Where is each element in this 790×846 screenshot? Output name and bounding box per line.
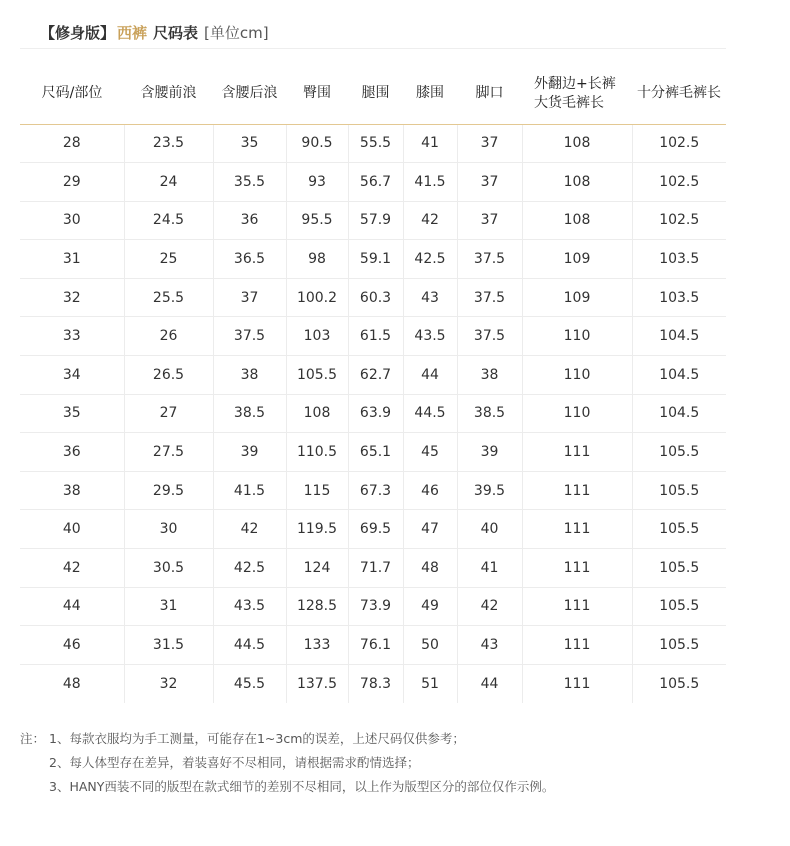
column-header-text: 腿围 (361, 85, 390, 102)
note-line (20, 727, 554, 751)
measurement-cell: 137.5 (286, 664, 348, 703)
size-cell: 40 (20, 510, 124, 549)
table-row (20, 549, 726, 588)
measurement-cell: 111 (522, 433, 632, 472)
table-row (20, 163, 726, 202)
measurement-cell: 103 (286, 317, 348, 356)
measurement-cell: 48 (403, 549, 457, 588)
column-header-text: 含腰前浪 (140, 85, 197, 102)
note-text: 1、每款衣服均为手工测量，可能存在1~3cm的误差，上述尺码仅供参考； (49, 731, 465, 746)
measurement-cell: 110.5 (286, 433, 348, 472)
measurement-cell: 51 (403, 664, 457, 703)
measurement-cell: 37.5 (457, 278, 522, 317)
measurement-cell: 102.5 (632, 124, 726, 163)
measurement-cell: 30 (124, 510, 213, 549)
measurement-cell: 50 (403, 626, 457, 665)
measurement-cell: 110 (522, 356, 632, 395)
column-header (457, 64, 522, 124)
measurement-cell: 25 (124, 240, 213, 279)
table-row (20, 394, 726, 433)
table-row (20, 587, 726, 626)
measurement-cell: 45 (403, 433, 457, 472)
measurement-cell: 133 (286, 626, 348, 665)
column-header (20, 64, 124, 124)
title-divider (20, 48, 726, 49)
size-cell: 29 (20, 163, 124, 202)
measurement-cell: 38 (213, 356, 286, 395)
measurement-cell: 105.5 (632, 549, 726, 588)
measurement-cell: 23.5 (124, 124, 213, 163)
measurement-cell: 111 (522, 664, 632, 703)
measurement-cell: 93 (286, 163, 348, 202)
size-cell: 34 (20, 356, 124, 395)
table-row (20, 317, 726, 356)
table-row (20, 433, 726, 472)
table-row (20, 201, 726, 240)
measurement-cell: 111 (522, 471, 632, 510)
measurement-cell: 42 (457, 587, 522, 626)
measurement-cell: 105.5 (632, 433, 726, 472)
measurement-cell: 41 (403, 124, 457, 163)
column-header-text: 十分裤毛裤长 (637, 85, 721, 102)
measurement-cell: 39 (213, 433, 286, 472)
measurement-cell: 108 (522, 201, 632, 240)
notes-prefix: 注： (20, 731, 46, 746)
measurement-cell: 105.5 (632, 510, 726, 549)
measurement-cell: 108 (522, 124, 632, 163)
chart-title: 尺码表 (153, 23, 199, 42)
measurement-cell: 110 (522, 317, 632, 356)
page-title (40, 20, 269, 44)
note-line (20, 751, 554, 775)
measurement-cell: 40 (457, 510, 522, 549)
measurement-cell: 102.5 (632, 163, 726, 202)
measurement-cell: 109 (522, 240, 632, 279)
measurement-cell: 37 (457, 163, 522, 202)
measurement-cell: 65.1 (348, 433, 403, 472)
measurement-cell: 47 (403, 510, 457, 549)
measurement-cell: 37 (457, 124, 522, 163)
size-cell: 42 (20, 549, 124, 588)
measurement-cell: 26 (124, 317, 213, 356)
measurement-cell: 42.5 (403, 240, 457, 279)
column-header (403, 64, 457, 124)
measurement-cell: 41.5 (213, 471, 286, 510)
measurement-cell: 37 (213, 278, 286, 317)
size-table (20, 64, 726, 703)
size-cell: 48 (62, 675, 81, 692)
table-row (20, 240, 726, 279)
measurement-cell: 24 (124, 163, 213, 202)
measurement-cell: 90.5 (286, 124, 348, 163)
measurement-cell: 44 (457, 664, 522, 703)
table-row (20, 664, 726, 703)
size-cell: 46 (20, 626, 124, 665)
measurement-cell: 108 (522, 163, 632, 202)
measurement-cell: 26.5 (124, 356, 213, 395)
measurement-cell: 104.5 (632, 394, 726, 433)
column-header-text: 脚口 (475, 85, 504, 102)
size-cell: 35 (20, 394, 124, 433)
measurement-cell: 37.5 (457, 240, 522, 279)
measurement-cell: 43.5 (213, 587, 286, 626)
note-text: 2、每人体型存在差异，着装喜好不尽相同，请根据需求酌情选择； (49, 755, 420, 770)
measurement-cell: 39.5 (457, 471, 522, 510)
measurement-cell: 30.5 (124, 549, 213, 588)
measurement-cell: 111 (522, 510, 632, 549)
measurement-cell: 105.5 (632, 626, 726, 665)
measurement-cell: 98 (286, 240, 348, 279)
table-row (20, 626, 726, 665)
measurement-cell: 124 (286, 549, 348, 588)
measurement-cell: 105.5 (632, 664, 726, 703)
measurement-cell: 78.3 (348, 664, 403, 703)
measurement-cell: 111 (522, 549, 632, 588)
column-header (124, 64, 213, 124)
size-cell: 44 (20, 587, 124, 626)
measurement-cell: 43.5 (403, 317, 457, 356)
measurement-cell: 38.5 (213, 394, 286, 433)
measurement-cell: 44 (403, 356, 457, 395)
column-header (348, 64, 403, 124)
measurement-cell: 45.5 (213, 664, 286, 703)
measurement-cell: 103.5 (632, 240, 726, 279)
size-cell: 36 (20, 433, 124, 472)
measurement-cell: 95.5 (286, 201, 348, 240)
measurement-cell: 111 (522, 626, 632, 665)
measurement-cell: 31 (124, 587, 213, 626)
measurement-cell: 37.5 (457, 317, 522, 356)
table-row (20, 510, 726, 549)
measurement-cell: 37 (457, 201, 522, 240)
measurement-cell: 108 (286, 394, 348, 433)
table-row (20, 471, 726, 510)
table-row (20, 278, 726, 317)
column-header (632, 64, 726, 124)
measurement-cell: 41 (457, 549, 522, 588)
measurement-cell: 67.3 (348, 471, 403, 510)
measurement-cell: 57.9 (348, 201, 403, 240)
table-row (20, 124, 726, 163)
measurement-cell: 42 (213, 510, 286, 549)
notes (20, 727, 554, 799)
measurement-cell: 76.1 (348, 626, 403, 665)
measurement-cell: 24.5 (124, 201, 213, 240)
measurement-cell: 38.5 (457, 394, 522, 433)
column-header-text: 大货毛裤长 (534, 94, 604, 111)
measurement-cell: 41.5 (403, 163, 457, 202)
measurement-cell: 35.5 (213, 163, 286, 202)
unit-label: [单位cm] (204, 23, 269, 42)
column-header (522, 64, 632, 124)
size-cell: 28 (20, 124, 124, 163)
measurement-cell: 103.5 (632, 278, 726, 317)
note-text: 3、HANY西装不同的版型在款式细节的差别不尽相同，以上作为版型区分的部位仅作示例。 (49, 779, 555, 794)
size-cell: 31 (20, 240, 124, 279)
table-body (20, 124, 726, 703)
size-cell: 30 (20, 201, 124, 240)
measurement-cell: 29.5 (124, 471, 213, 510)
column-header (213, 64, 286, 124)
measurement-cell: 61.5 (348, 317, 403, 356)
measurement-cell: 100.2 (286, 278, 348, 317)
measurement-cell: 59.1 (348, 240, 403, 279)
measurement-cell: 49 (403, 587, 457, 626)
measurement-cell: 105.5 (632, 587, 726, 626)
measurement-cell: 128.5 (286, 587, 348, 626)
measurement-cell: 69.5 (348, 510, 403, 549)
measurement-cell: 42.5 (213, 549, 286, 588)
measurement-cell: 35 (213, 124, 286, 163)
measurement-cell: 73.9 (348, 587, 403, 626)
size-cell: 38 (20, 471, 124, 510)
measurement-cell: 102.5 (632, 201, 726, 240)
column-header-text: 尺码/部位 (41, 85, 103, 102)
measurement-cell: 104.5 (632, 317, 726, 356)
measurement-cell: 31.5 (124, 626, 213, 665)
measurement-cell: 71.7 (348, 549, 403, 588)
measurement-cell: 27 (124, 394, 213, 433)
measurement-cell: 55.5 (348, 124, 403, 163)
size-cell: 33 (20, 317, 124, 356)
measurement-cell: 109 (522, 278, 632, 317)
measurement-cell: 44.5 (403, 394, 457, 433)
measurement-cell: 25.5 (124, 278, 213, 317)
measurement-cell: 111 (522, 587, 632, 626)
product-label: 西裤 (117, 23, 148, 42)
table-row (20, 356, 726, 395)
measurement-cell: 115 (286, 471, 348, 510)
measurement-cell: 63.9 (348, 394, 403, 433)
measurement-cell: 119.5 (286, 510, 348, 549)
measurement-cell: 105.5 (632, 471, 726, 510)
column-header-text: 外翻边+长裤 (534, 75, 616, 92)
measurement-cell: 27.5 (124, 433, 213, 472)
table-header-row (20, 64, 726, 124)
measurement-cell: 62.7 (348, 356, 403, 395)
column-header-text: 膝围 (416, 85, 444, 102)
measurement-cell: 38 (457, 356, 522, 395)
measurement-cell: 44.5 (213, 626, 286, 665)
measurement-cell: 37.5 (213, 317, 286, 356)
measurement-cell: 60.3 (348, 278, 403, 317)
measurement-cell: 104.5 (632, 356, 726, 395)
measurement-cell: 105.5 (286, 356, 348, 395)
column-header-text: 含腰后浪 (221, 85, 278, 102)
measurement-cell: 46 (403, 471, 457, 510)
measurement-cell: 36 (213, 201, 286, 240)
measurement-cell: 43 (403, 278, 457, 317)
column-header (286, 64, 348, 124)
note-line (20, 775, 554, 799)
measurement-cell: 56.7 (348, 163, 403, 202)
measurement-cell: 43 (457, 626, 522, 665)
measurement-cell: 42 (403, 201, 457, 240)
size-cell: 32 (20, 278, 124, 317)
edition-label: 【修身版】 (40, 23, 116, 42)
measurement-cell: 32 (124, 664, 213, 703)
measurement-cell: 36.5 (213, 240, 286, 279)
column-header-text: 臀围 (303, 85, 331, 102)
measurement-cell: 110 (522, 394, 632, 433)
measurement-cell: 39 (457, 433, 522, 472)
